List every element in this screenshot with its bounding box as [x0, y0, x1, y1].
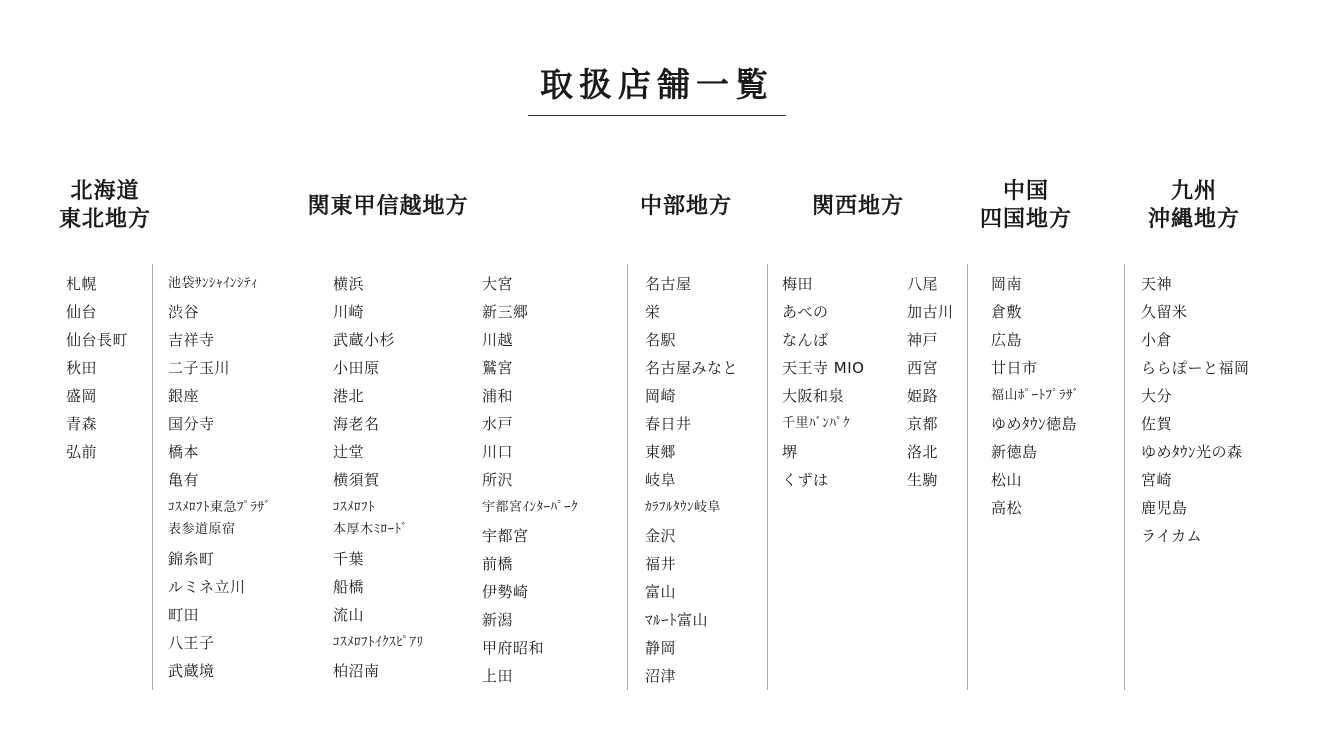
region-heading-line: 沖縄地方 [1147, 207, 1240, 232]
store-item: 松山 [991, 471, 1023, 489]
store-item: 二子玉川 [168, 359, 231, 377]
column-divider [967, 264, 968, 690]
store-item: 西宮 [907, 359, 939, 377]
store-item: 伊勢崎 [482, 583, 529, 601]
store-item: 池袋ｻﾝｼｬｲﾝｼﾃｨ [168, 276, 259, 291]
store-item: 弘前 [66, 443, 98, 461]
store-item: 福山ﾎﾟｰﾄﾌﾟﾗｻﾞ [991, 388, 1080, 403]
store-item: 岡崎 [645, 387, 677, 405]
region-heading-line: 九州 [1170, 179, 1217, 204]
store-item: ｺｽﾒﾛﾌﾄ 本厚木ﾐﾛｰﾄﾞ [333, 500, 409, 537]
store-item: あべの [782, 303, 829, 321]
store-item: 東郷 [645, 443, 677, 461]
store-item: 小倉 [1141, 331, 1173, 349]
store-item: 名古屋みなと [645, 359, 739, 377]
store-item: 大宮 [482, 275, 514, 293]
region-heading-chubu: 中部地方 [639, 194, 732, 219]
store-item: ｶﾗﾌﾙﾀｳﾝ岐阜 [645, 500, 722, 515]
region-heading-line: 北海道 [70, 179, 140, 204]
store-item: 盛岡 [66, 387, 98, 405]
store-item: 金沢 [645, 527, 677, 545]
store-item: 天王寺 MIO [782, 359, 865, 377]
store-item: ｺｽﾒﾛﾌﾄｲｸｽﾋﾟｱﾘ [333, 635, 424, 650]
region-heading-kyushu-okinawa [1138, 178, 1250, 234]
store-item: 前橋 [482, 555, 514, 573]
store-item: 新三郷 [482, 303, 529, 321]
store-item: 久留米 [1141, 303, 1188, 321]
store-item: ルミネ立川 [168, 578, 246, 596]
store-item: 新徳島 [991, 443, 1038, 461]
store-list-kanto-3 [482, 270, 578, 690]
region-heading-kansai: 関西地方 [811, 194, 904, 219]
store-item: 川越 [482, 331, 514, 349]
store-item: 吉祥寺 [168, 331, 215, 349]
store-item: ららぽーと福岡 [1141, 359, 1250, 377]
store-item: 神戸 [907, 331, 939, 349]
store-item: 福井 [645, 555, 677, 573]
store-item: 横須賀 [333, 471, 380, 489]
region-heading-chugoku-shikoku [970, 178, 1082, 234]
store-list-kyushu-okinawa [1141, 270, 1250, 550]
store-item: 錦糸町 [168, 550, 215, 568]
column-divider [1124, 264, 1125, 690]
store-item: 岐阜 [645, 471, 677, 489]
store-item: 堺 [782, 443, 798, 461]
store-item: 流山 [333, 606, 365, 624]
store-list-hokkaido-tohoku [66, 270, 128, 466]
store-item: ライカム [1141, 527, 1203, 545]
store-list-chugoku-shikoku [991, 270, 1080, 522]
store-item: 武蔵境 [168, 662, 215, 680]
region-heading-line: 東北地方 [58, 207, 151, 232]
store-item: なんば [782, 331, 829, 349]
store-item: 柏沼南 [333, 662, 380, 680]
store-item: ｺｽﾒﾛﾌﾄ東急ﾌﾟﾗｻﾞ 表参道原宿 [168, 500, 272, 537]
store-item: 武蔵小杉 [333, 331, 396, 349]
store-item: 梅田 [782, 275, 814, 293]
store-item: 沼津 [645, 667, 677, 685]
column-divider [627, 264, 628, 690]
store-item: くずは [782, 471, 829, 489]
store-item: 水戸 [482, 415, 514, 433]
store-item: 富山 [645, 583, 677, 601]
store-item: 宇都宮ｲﾝﾀｰﾊﾟｰｸ [482, 500, 579, 515]
store-item: ゆめﾀｳﾝ光の森 [1141, 443, 1243, 461]
store-item: 所沢 [482, 471, 514, 489]
store-item: 静岡 [645, 639, 677, 657]
store-item: 姫路 [907, 387, 939, 405]
store-item: 鹿児島 [1141, 499, 1188, 517]
store-item: 京都 [907, 415, 939, 433]
region-heading-hokkaido-tohoku [48, 178, 162, 234]
store-item: 宇都宮 [482, 527, 529, 545]
store-item: 橋本 [168, 443, 200, 461]
store-item: 倉敷 [991, 303, 1023, 321]
region-heading-line: 四国地方 [979, 207, 1072, 232]
store-list-kanto-2 [333, 270, 424, 685]
store-item: ゆめﾀｳﾝ徳島 [991, 415, 1078, 433]
store-item: 町田 [168, 606, 200, 624]
store-item: 天神 [1141, 275, 1173, 293]
store-item: 大分 [1141, 387, 1173, 405]
store-item: 加古川 [907, 303, 954, 321]
region-heading-line: 中国 [1002, 179, 1049, 204]
store-item: 千葉 [333, 550, 365, 568]
store-item: 小田原 [333, 359, 380, 377]
store-list-kansai-1 [782, 270, 864, 494]
column-divider [152, 264, 153, 690]
store-item: 佐賀 [1141, 415, 1173, 433]
store-item: 渋谷 [168, 303, 200, 321]
store-item: 銀座 [168, 387, 200, 405]
store-list-kanto-1 [168, 270, 271, 685]
store-item: 上田 [482, 667, 514, 685]
store-item: ﾏﾙｰﾄ富山 [645, 611, 709, 629]
store-item: 仙台長町 [66, 331, 129, 349]
store-item: 辻堂 [333, 443, 365, 461]
store-item: 洛北 [907, 443, 939, 461]
store-item: 高松 [991, 499, 1023, 517]
store-item: 青森 [66, 415, 98, 433]
store-item: 栄 [645, 303, 661, 321]
store-item: 岡南 [991, 275, 1023, 293]
store-item: 鷲宮 [482, 359, 514, 377]
store-item: 名古屋 [645, 275, 692, 293]
store-item: 八王子 [168, 634, 215, 652]
column-divider [767, 264, 768, 690]
store-item: 仙台 [66, 303, 98, 321]
store-item: 川口 [482, 443, 514, 461]
store-item: 生駒 [907, 471, 939, 489]
store-item: 船橋 [333, 578, 365, 596]
store-item: 浦和 [482, 387, 514, 405]
region-heading-kanto: 関東甲信越地方 [307, 194, 469, 219]
store-item: 甲府昭和 [482, 639, 545, 657]
store-item: 新潟 [482, 611, 514, 629]
store-item: 春日井 [645, 415, 692, 433]
store-item: 広島 [991, 331, 1023, 349]
store-item: 横浜 [333, 275, 365, 293]
store-list-chubu [645, 270, 738, 690]
store-item: 大阪和泉 [782, 387, 845, 405]
store-item: 宮崎 [1141, 471, 1173, 489]
store-item: 川崎 [333, 303, 365, 321]
store-item: 海老名 [333, 415, 380, 433]
store-item: 国分寺 [168, 415, 215, 433]
store-item: 秋田 [66, 359, 98, 377]
store-item: 千里ﾊﾞﾝﾊﾟｸ [782, 416, 851, 431]
store-item: 港北 [333, 387, 365, 405]
page-title: 取扱店舗一覧 [540, 65, 774, 104]
store-item: 八尾 [907, 275, 939, 293]
store-item: 亀有 [168, 471, 200, 489]
store-list-kansai-2 [907, 270, 954, 494]
store-item: 札幌 [66, 275, 98, 293]
store-item: 廿日市 [991, 359, 1038, 377]
store-item: 名駅 [645, 331, 677, 349]
title-underline [528, 115, 786, 116]
